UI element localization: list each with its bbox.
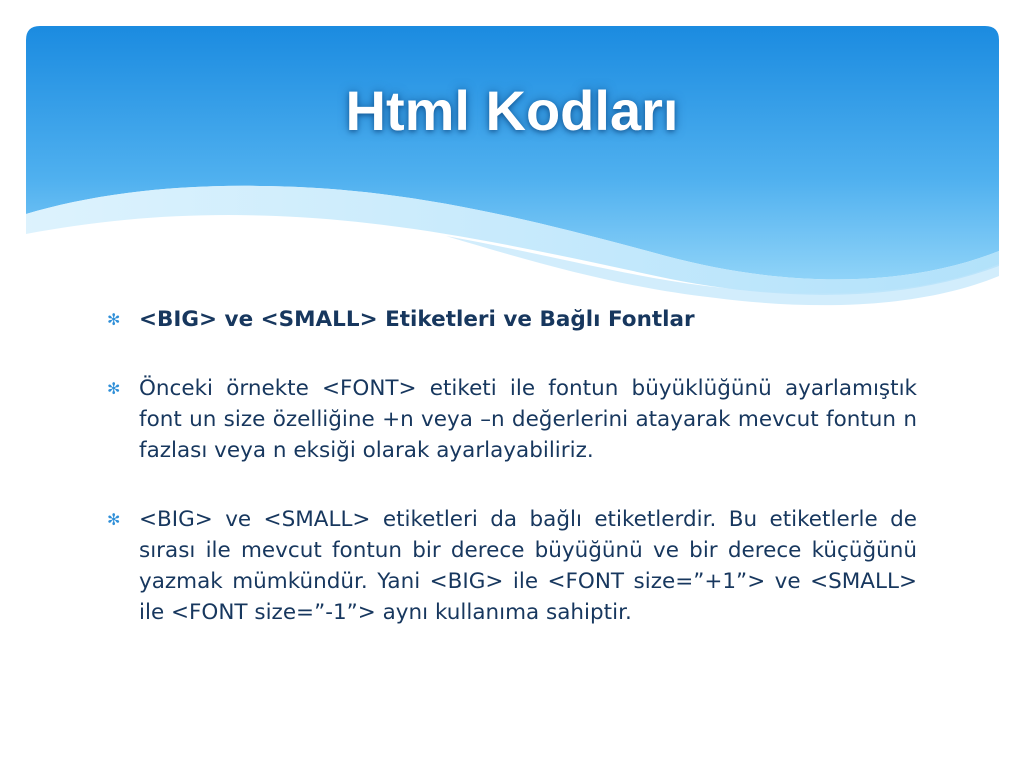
bullet-item [107,504,917,628]
bullet-item [107,304,917,335]
wave-background [26,26,999,316]
bullet-marker-icon: ✻ [107,310,121,329]
bullet-item [107,373,917,466]
bullet-marker-icon: ✻ [107,510,121,529]
title-banner [26,26,999,316]
bullet-marker-icon: ✻ [107,379,121,398]
bullet-list [107,304,917,666]
bullet-text: Önceki örnekte <FONT> etiketi ile fontun büyüklüğünü ayarlamıştık font un size özelliğine +n veya –n değerlerini atayarak mevcut fontun n fazlası veya n eksiği olarak ayarlayabiliriz. [139,376,917,463]
slide-title: Html Kodları [345,79,679,142]
bullet-text: <BIG> ve <SMALL> Etiketleri ve Bağlı Fontlar [139,307,695,332]
bullet-text: <BIG> ve <SMALL> etiketleri da bağlı etiketlerdir. Bu etiketlerle de sırası ile mevcut fontun bir derece büyüğünü ve bir derece küçüğünü yazmak mümkündür. Yani <BIG> ile <FONT size=”+1”> ve <SMALL> ile <FONT size=”-1”> aynı kullanıma sahiptir. [139,507,917,625]
